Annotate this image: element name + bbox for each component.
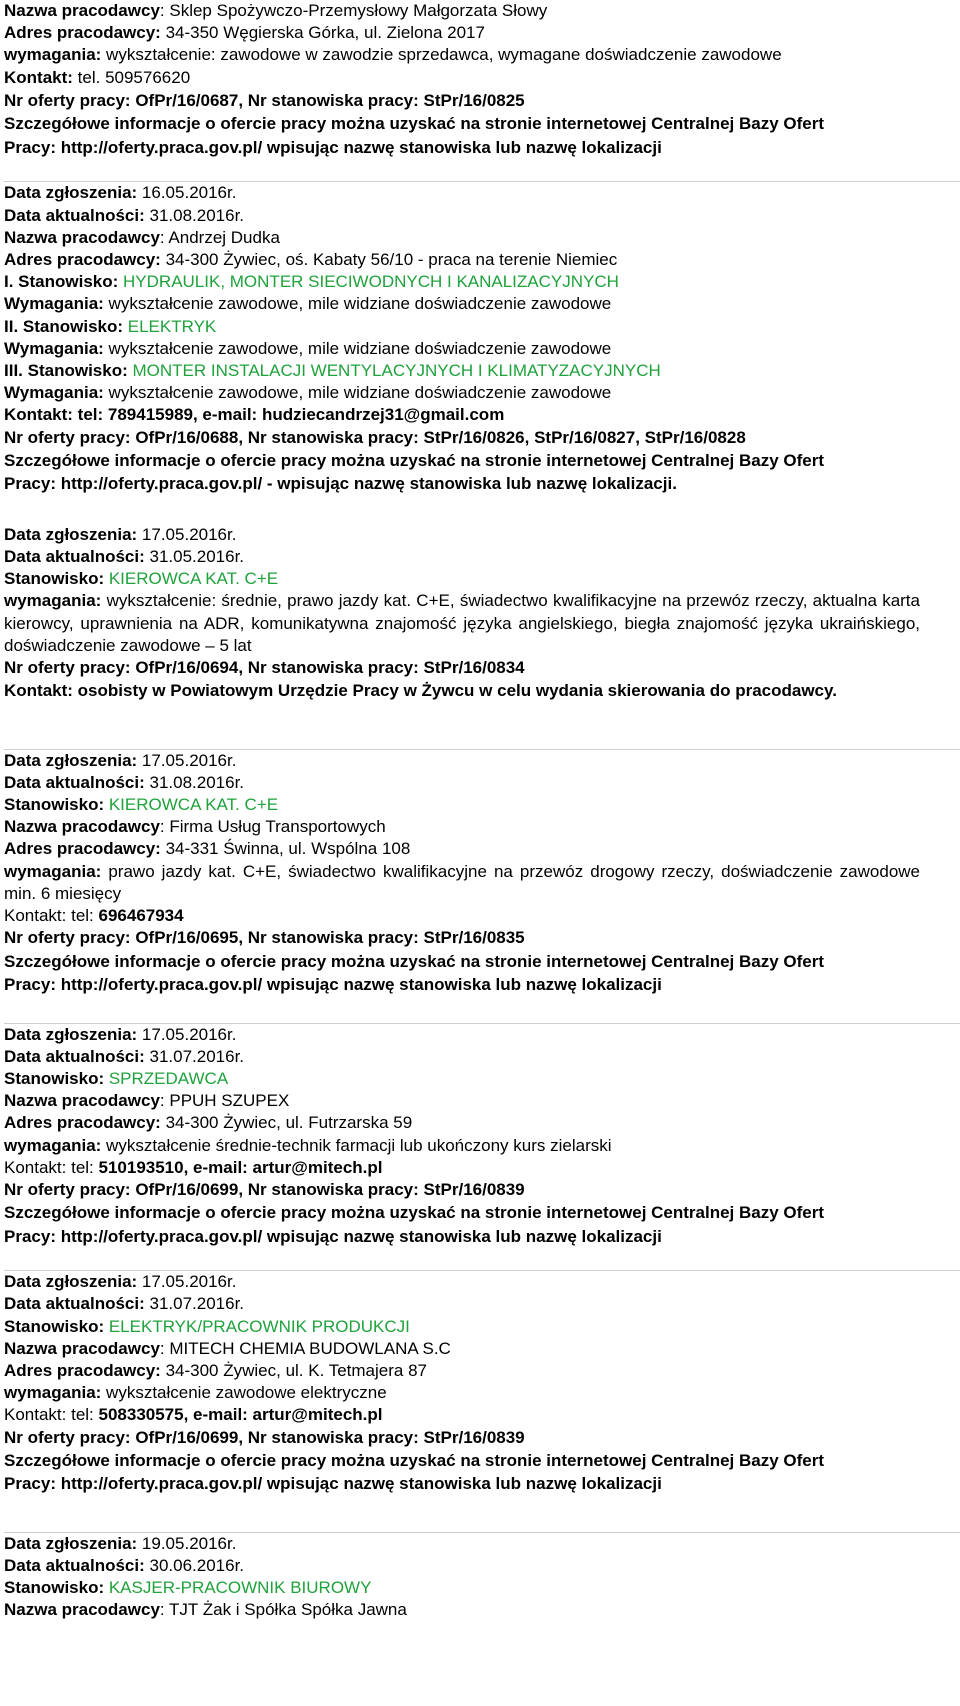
contact-line bbox=[4, 1404, 920, 1426]
employer-label: Nazwa pracodawcy bbox=[4, 227, 160, 247]
position-line-1 bbox=[4, 271, 920, 293]
position-line bbox=[4, 794, 920, 816]
offer-number: Nr oferty pracy: OfPr/16/0695, Nr stanowiska pracy: StPr/16/0835 bbox=[4, 928, 525, 948]
requirements-label: wymagania: bbox=[4, 591, 102, 611]
details-line-1: Szczegółowe informacje o ofercie pracy można uzyskać na stronie internetowej Centralnej Bazy Ofert bbox=[4, 1450, 825, 1470]
submission-date-value: 19.05.2016r. bbox=[137, 1533, 237, 1553]
employer-value: : Firma Usług Transportowych bbox=[159, 817, 386, 837]
details-line-1: Szczegółowe informacje o ofercie pracy można uzyskać na stronie internetowej Centralnej Bazy Ofert bbox=[4, 1203, 825, 1223]
validity-date-value: 31.05.2016r. bbox=[144, 546, 245, 566]
position-title: KASJER-PRACOWNIK BIUROWY bbox=[104, 1578, 372, 1598]
contact-value: tel. 509576620 bbox=[77, 67, 191, 87]
employer-label: Nazwa pracodawcy bbox=[4, 817, 160, 837]
address-line bbox=[4, 1360, 920, 1382]
address-label: Adres pracodawcy: bbox=[4, 1360, 161, 1380]
validity-date-value: 31.08.2016r. bbox=[144, 772, 245, 792]
address-value: 34-331 Świnna, ul. Wspólna 108 bbox=[160, 839, 411, 859]
requirements-value: wykształcenie: średnie, prawo jazdy kat. C+E, świadectwo kwalifikacyjne na przewóz rzeczy, aktualna karta kierowcy, uprawnienia na ADR, komunikatywna znajomość języka angielskiego, biegła znajomość języka ukraińskiego, doświadczenie zawodowe – 5 lat bbox=[4, 591, 920, 655]
submission-date-label: Data zgłoszenia: bbox=[4, 750, 138, 770]
position-title: SPRZEDAWCA bbox=[104, 1068, 229, 1088]
position-label: Stanowisko: bbox=[4, 569, 105, 589]
offer-number: Nr oferty pracy: OfPr/16/0687, Nr stanowiska pracy: StPr/16/0825 bbox=[4, 90, 525, 110]
validity-date-line bbox=[4, 772, 920, 794]
offer-number: Nr oferty pracy: OfPr/16/0694, Nr stanowiska pracy: StPr/16/0834 bbox=[4, 657, 525, 677]
contact-label: Kontakt: tel: bbox=[4, 1157, 99, 1177]
validity-date-label: Data aktualności: bbox=[4, 772, 145, 792]
submission-date-value: 17.05.2016r. bbox=[137, 750, 237, 770]
details-line-2: Pracy: http://oferty.praca.gov.pl/ - wpisując nazwę stanowiska lub nazwę lokalizacji. bbox=[4, 474, 677, 494]
address-line bbox=[4, 1112, 920, 1134]
employer-line bbox=[4, 1599, 920, 1621]
position-number: III. bbox=[4, 360, 28, 380]
position-title: HYDRAULIK, MONTER SIECIWODNYCH I KANALIZACYJNYCH bbox=[118, 272, 619, 292]
position-label: Stanowisko: bbox=[4, 795, 105, 815]
position-label: Stanowisko: bbox=[27, 360, 128, 380]
employer-value: : Andrzej Dudka bbox=[159, 227, 280, 247]
requirements-value: wykształcenie: zawodowe w zawodzie sprzedawca, wymagane doświadczenie zawodowe bbox=[101, 45, 782, 65]
contact-label: Kontakt: bbox=[4, 67, 78, 87]
details-line-1: Szczegółowe informacje o ofercie pracy można uzyskać na stronie internetowej Centralnej Bazy Ofert bbox=[4, 114, 825, 134]
position-label: Stanowisko: bbox=[4, 1578, 105, 1598]
validity-date-line bbox=[4, 1555, 920, 1577]
job-offer-6 bbox=[4, 1533, 920, 1622]
requirements-value: wykształcenie zawodowe, mile widziane doświadczenie zawodowe bbox=[103, 383, 612, 403]
address-value: 34-300 Żywiec, ul. K. Tetmajera 87 bbox=[160, 1360, 427, 1380]
requirements-line bbox=[4, 44, 920, 66]
validity-date-line bbox=[4, 546, 920, 568]
requirements-label: Wymagania: bbox=[4, 338, 104, 358]
submission-date-label: Data zgłoszenia: bbox=[4, 524, 138, 544]
position-requirements-3 bbox=[4, 382, 920, 404]
requirements-value: wykształcenie zawodowe elektryczne bbox=[101, 1383, 387, 1403]
position-number: II. bbox=[4, 316, 23, 336]
contact-line bbox=[4, 1157, 920, 1179]
employer-line bbox=[4, 1338, 920, 1360]
requirements-line bbox=[4, 1382, 920, 1404]
submission-date-label: Data zgłoszenia: bbox=[4, 1272, 138, 1292]
submission-date-value: 17.05.2016r. bbox=[137, 1272, 237, 1292]
submission-date-label: Data zgłoszenia: bbox=[4, 1533, 138, 1553]
position-line bbox=[4, 568, 920, 590]
position-line bbox=[4, 1068, 920, 1090]
position-title: ELEKTRYK/PRACOWNIK PRODUKCJI bbox=[104, 1316, 410, 1336]
requirements-label: wymagania: bbox=[4, 1135, 102, 1155]
address-value: 34-300 Żywiec, oś. Kabaty 56/10 - praca na terenie Niemiec bbox=[160, 249, 618, 269]
address-line bbox=[4, 249, 920, 271]
validity-date-value: 30.06.2016r. bbox=[144, 1555, 245, 1575]
employer-value: : TJT Żak i Spółka Spółka Jawna bbox=[159, 1600, 407, 1620]
contact-line bbox=[4, 67, 920, 89]
submission-date-line bbox=[4, 1533, 920, 1555]
job-offer-0 bbox=[4, 0, 920, 159]
requirements-value: wykształcenie zawodowe, mile widziane doświadczenie zawodowe bbox=[103, 294, 612, 314]
employer-line bbox=[4, 227, 920, 249]
validity-date-label: Data aktualności: bbox=[4, 1294, 145, 1314]
position-title: KIEROWCA KAT. C+E bbox=[104, 795, 279, 815]
requirements-label: wymagania: bbox=[4, 1383, 102, 1403]
contact-line bbox=[4, 905, 920, 927]
employer-value: : Sklep Spożywczo-Przemysłowy Małgorzata Słowy bbox=[159, 1, 548, 20]
submission-date-line bbox=[4, 182, 920, 204]
requirements-value: wykształcenie zawodowe, mile widziane doświadczenie zawodowe bbox=[103, 338, 612, 358]
requirements-paragraph bbox=[4, 861, 920, 905]
position-requirements-2 bbox=[4, 338, 920, 360]
submission-date-value: 16.05.2016r. bbox=[137, 183, 237, 203]
validity-date-value: 31.08.2016r. bbox=[144, 205, 245, 225]
validity-date-label: Data aktualności: bbox=[4, 205, 145, 225]
submission-date-label: Data zgłoszenia: bbox=[4, 1024, 138, 1044]
employer-line bbox=[4, 816, 920, 838]
submission-date-label: Data zgłoszenia: bbox=[4, 183, 138, 203]
requirements-line bbox=[4, 1135, 920, 1157]
validity-date-line bbox=[4, 1046, 920, 1068]
offer-number: Nr oferty pracy: OfPr/16/0699, Nr stanowiska pracy: StPr/16/0839 bbox=[4, 1427, 525, 1447]
employer-label: Nazwa pracodawcy bbox=[4, 1, 160, 20]
validity-date-line bbox=[4, 1293, 920, 1315]
requirements-label: wymagania: bbox=[4, 861, 102, 881]
contact-value: 696467934 bbox=[98, 906, 184, 926]
requirements-label: Wymagania: bbox=[4, 383, 104, 403]
contact-value: 510193510, e-mail: artur@mitech.pl bbox=[98, 1157, 383, 1177]
job-offer-2 bbox=[4, 524, 920, 703]
position-line bbox=[4, 1316, 920, 1338]
contact-label: Kontakt: tel: bbox=[4, 906, 99, 926]
contact-line: Kontakt: osobisty w Powiatowym Urzędzie Pracy w Żywcu w celu wydania skierowania do pracodawcy. bbox=[4, 681, 837, 701]
address-label: Adres pracodawcy: bbox=[4, 839, 161, 859]
submission-date-line bbox=[4, 750, 920, 772]
offer-number: Nr oferty pracy: OfPr/16/0688, Nr stanowiska pracy: StPr/16/0826, StPr/16/0827, StPr/16/0828 bbox=[4, 427, 746, 447]
position-label: Stanowisko: bbox=[4, 1316, 105, 1336]
employer-label: Nazwa pracodawcy bbox=[4, 1600, 160, 1620]
requirements-value: prawo jazdy kat. C+E, świadectwo kwalifikacyjne na przewóz drogowy rzeczy, doświadczenie zawodowe min. 6 miesięcy bbox=[4, 861, 920, 903]
contact-line: Kontakt: tel: 789415989, e-mail: hudziecandrzej31@gmail.com bbox=[4, 405, 505, 425]
address-value: 34-300 Żywiec, ul. Futrzarska 59 bbox=[160, 1113, 413, 1133]
requirements-label: Wymagania: bbox=[4, 294, 104, 314]
validity-date-label: Data aktualności: bbox=[4, 1046, 145, 1066]
address-label: Adres pracodawcy: bbox=[4, 23, 161, 43]
details-line-2: Pracy: http://oferty.praca.gov.pl/ wpisując nazwę stanowiska lub nazwę lokalizacji bbox=[4, 1474, 662, 1494]
submission-date-line bbox=[4, 1271, 920, 1293]
employer-value: : MITECH CHEMIA BUDOWLANA S.C bbox=[159, 1338, 451, 1358]
job-offer-4 bbox=[4, 1024, 920, 1249]
details-line-1: Szczegółowe informacje o ofercie pracy można uzyskać na stronie internetowej Centralnej Bazy Ofert bbox=[4, 951, 825, 971]
address-line bbox=[4, 22, 920, 44]
job-offer-5 bbox=[4, 1271, 920, 1496]
employer-value: : PPUH SZUPEX bbox=[159, 1091, 290, 1111]
employer-line bbox=[4, 0, 920, 22]
employer-label: Nazwa pracodawcy bbox=[4, 1091, 160, 1111]
contact-value: 508330575, e-mail: artur@mitech.pl bbox=[98, 1405, 383, 1425]
requirements-label: wymagania: bbox=[4, 45, 102, 65]
submission-date-value: 17.05.2016r. bbox=[137, 524, 237, 544]
address-label: Adres pracodawcy: bbox=[4, 249, 161, 269]
submission-date-line bbox=[4, 524, 920, 546]
details-line-1: Szczegółowe informacje o ofercie pracy można uzyskać na stronie internetowej Centralnej Bazy Ofert bbox=[4, 450, 825, 470]
requirements-value: wykształcenie średnie-technik farmacji lub ukończony kurs zielarski bbox=[101, 1135, 612, 1155]
position-title: ELEKTRYK bbox=[123, 316, 217, 336]
address-label: Adres pracodawcy: bbox=[4, 1113, 161, 1133]
position-requirements-1 bbox=[4, 293, 920, 315]
position-label: Stanowisko: bbox=[4, 1068, 105, 1088]
validity-date-value: 31.07.2016r. bbox=[144, 1294, 245, 1314]
position-label: Stanowisko: bbox=[18, 272, 119, 292]
position-label: Stanowisko: bbox=[22, 316, 124, 336]
contact-label: Kontakt: tel: bbox=[4, 1405, 99, 1425]
details-line-2: Pracy: http://oferty.praca.gov.pl/ wpisując nazwę stanowiska lub nazwę lokalizacji bbox=[4, 975, 662, 994]
validity-date-value: 31.07.2016r. bbox=[144, 1046, 245, 1066]
details-line-2: Pracy: http://oferty.praca.gov.pl/ wpisując nazwę stanowiska lub nazwę lokalizacji bbox=[4, 1226, 662, 1246]
address-line bbox=[4, 838, 920, 860]
job-offer-3 bbox=[4, 750, 920, 997]
job-offer-1 bbox=[4, 182, 920, 495]
position-line bbox=[4, 1577, 920, 1599]
position-line-2 bbox=[4, 316, 920, 338]
address-value: 34-350 Węgierska Górka, ul. Zielona 2017 bbox=[160, 23, 485, 43]
position-title: KIEROWCA KAT. C+E bbox=[104, 569, 279, 589]
position-line-3 bbox=[4, 360, 920, 382]
position-title: MONTER INSTALACJI WENTYLACYJNYCH I KLIMATYZACYJNYCH bbox=[127, 360, 661, 380]
validity-date-label: Data aktualności: bbox=[4, 1555, 145, 1575]
details-line-2: Pracy: http://oferty.praca.gov.pl/ wpisując nazwę stanowiska lub nazwę lokalizacji bbox=[4, 137, 662, 157]
submission-date-line bbox=[4, 1024, 920, 1046]
employer-line bbox=[4, 1090, 920, 1112]
offer-number: Nr oferty pracy: OfPr/16/0699, Nr stanowiska pracy: StPr/16/0839 bbox=[4, 1179, 525, 1199]
validity-date-line bbox=[4, 205, 920, 227]
validity-date-label: Data aktualności: bbox=[4, 546, 145, 566]
position-number: I. bbox=[4, 272, 19, 292]
submission-date-value: 17.05.2016r. bbox=[137, 1024, 237, 1044]
employer-label: Nazwa pracodawcy bbox=[4, 1338, 160, 1358]
requirements-paragraph bbox=[4, 590, 920, 657]
